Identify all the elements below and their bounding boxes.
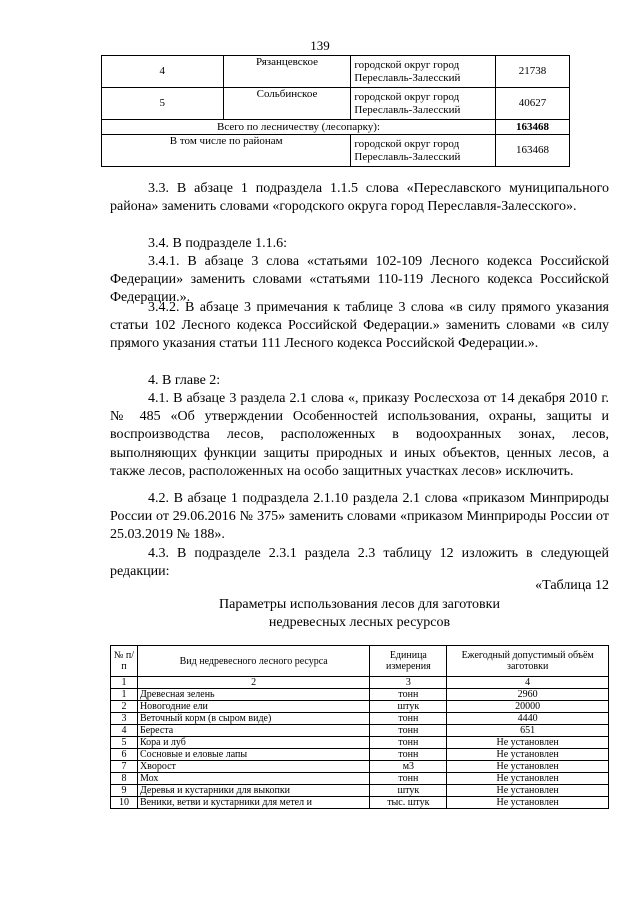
paragraph-3-3: 3.3. В абзаце 1 подраздела 1.1.5 слова «Переславского муниципального района» заменить словами «городского округа город Переславля-Залесского». (110, 181, 609, 215)
annual-volume: 20000 (447, 701, 609, 713)
annual-volume: Не установлен (447, 773, 609, 785)
table-header-row (111, 646, 609, 677)
paragraph-3-4-1: 3.4.1. В абзаце 3 слова «статьями 102-109 Лесного кодекса Российской Федерации» заменить словами «статьями 110-119 Лесного кодекса Российской Федерации.». (110, 254, 609, 306)
resource-table (110, 645, 609, 809)
row-number: 4 (111, 725, 138, 737)
by-district-value: 163468 (496, 135, 570, 167)
resource-name: Деревья и кустарники для выкопки (137, 785, 369, 797)
unit: тыс. штук (370, 797, 447, 809)
table-row (102, 88, 570, 120)
resource-name: Хворост (137, 761, 369, 773)
resource-table-body (111, 689, 609, 809)
total-value: 163468 (496, 120, 570, 135)
table-caption: «Таблица 12 (535, 578, 609, 593)
column-number: 4 (447, 677, 609, 689)
paragraph-4-3: 4.3. В подразделе 2.3.1 раздела 2.3 таблицу 12 изложить в следующей редакции: (110, 546, 609, 580)
header-cell: Вид недревесного лесного ресурса (137, 646, 369, 677)
table-title (110, 596, 609, 632)
forestry-area-table (101, 55, 570, 167)
table-row (111, 761, 609, 773)
area-value: 40627 (496, 88, 570, 120)
table-row (111, 737, 609, 749)
header-cell: № п/п (111, 646, 138, 677)
header-cell: Единица измерения (370, 646, 447, 677)
resource-name: Веточный корм (в сыром виде) (137, 713, 369, 725)
column-number: 2 (137, 677, 369, 689)
header-cell: Ежегодный допустимый объём заготовки (447, 646, 609, 677)
paragraph-3-4-2: 3.4.2. В абзаце 3 примечания к таблице 3 слова «в силу прямого указания статьи 102 Лесного кодекса Российской Федерации.» заменить словами «в силу прямого указания статьи 111 Лесного кодекса Российской Федерации.». (110, 300, 609, 352)
unit: тонн (370, 737, 447, 749)
annual-volume: Не установлен (447, 797, 609, 809)
resource-name: Кора и луб (137, 737, 369, 749)
paragraph-4-2: 4.2. В абзаце 1 подраздела 2.1.10 раздела 2.1 слова «приказом Минприроды России от 29.06.2016 № 375» заменить словами «приказом Минприроды России от 25.03.2019 № 188». (110, 491, 609, 543)
row-number: 6 (111, 749, 138, 761)
row-number: 7 (111, 761, 138, 773)
by-district-name: городской округ город Переславль-Залесский (351, 135, 496, 167)
forestry-name: Сольбинское (223, 88, 351, 120)
annual-volume: Не установлен (447, 749, 609, 761)
annual-volume: Не установлен (447, 785, 609, 797)
resource-name: Древесная зелень (137, 689, 369, 701)
row-number: 9 (111, 785, 138, 797)
table-row (102, 56, 570, 88)
unit: штук (370, 785, 447, 797)
by-district-label: В том числе по районам (102, 135, 351, 167)
row-number: 5 (102, 88, 224, 120)
paragraph-4: 4. В главе 2: (148, 373, 221, 388)
district-name: городской округ город Переславль-Залесский (351, 88, 496, 120)
annual-volume: Не установлен (447, 737, 609, 749)
row-number: 5 (111, 737, 138, 749)
total-row (102, 120, 570, 135)
unit: тонн (370, 773, 447, 785)
table-title-line: недревесных лесных ресурсов (268, 615, 451, 630)
unit: тонн (370, 725, 447, 737)
by-district-row (102, 135, 570, 167)
row-number: 2 (111, 701, 138, 713)
area-value: 21738 (496, 56, 570, 88)
paragraph-3-4: 3.4. В подразделе 1.1.6: (148, 236, 287, 251)
paragraph-4-1: 4.1. В абзаце 3 раздела 2.1 слова «, приказу Рослесхоза от 14 декабря 2010 г. № 485 «Об утверждении Особенностей использования, охраны, защиты и воспроизводства лесов, расположенных в водоохранных зонах, лесов, выполняющих функции защиты природных и иных объектов, ценных лесов, а также лесов, расположенных на особо защитных участках лесов» исключить. (110, 391, 609, 479)
resource-name: Мох (137, 773, 369, 785)
page-number: 139 (310, 38, 330, 53)
forestry-name: Рязанцевское (223, 56, 351, 88)
table-row (111, 713, 609, 725)
annual-volume: 651 (447, 725, 609, 737)
unit: тонн (370, 749, 447, 761)
row-number: 1 (111, 689, 138, 701)
resource-name: Новогодние ели (137, 701, 369, 713)
annual-volume: Не установлен (447, 761, 609, 773)
table-row (111, 701, 609, 713)
row-number: 4 (102, 56, 224, 88)
table-row (111, 785, 609, 797)
total-label: Всего по лесничеству (лесопарку): (102, 120, 496, 135)
table-row (111, 773, 609, 785)
annual-volume: 4440 (447, 713, 609, 725)
unit: тонн (370, 689, 447, 701)
row-number: 3 (111, 713, 138, 725)
row-number: 10 (111, 797, 138, 809)
annual-volume: 2960 (447, 689, 609, 701)
unit: штук (370, 701, 447, 713)
resource-name: Береста (137, 725, 369, 737)
resource-name: Сосновые и еловые лапы (137, 749, 369, 761)
table-row (111, 689, 609, 701)
table-row (111, 797, 609, 809)
table-title-line: Параметры использования лесов для заготовки (219, 597, 500, 612)
unit: тонн (370, 713, 447, 725)
column-number: 1 (111, 677, 138, 689)
table-row (111, 725, 609, 737)
district-name: городской округ город Переславль-Залесский (351, 56, 496, 88)
row-number: 8 (111, 773, 138, 785)
column-number: 3 (370, 677, 447, 689)
column-number-row (111, 677, 609, 689)
unit: м3 (370, 761, 447, 773)
table-row (111, 749, 609, 761)
resource-name: Веники, ветви и кустарники для метел и (137, 797, 369, 809)
